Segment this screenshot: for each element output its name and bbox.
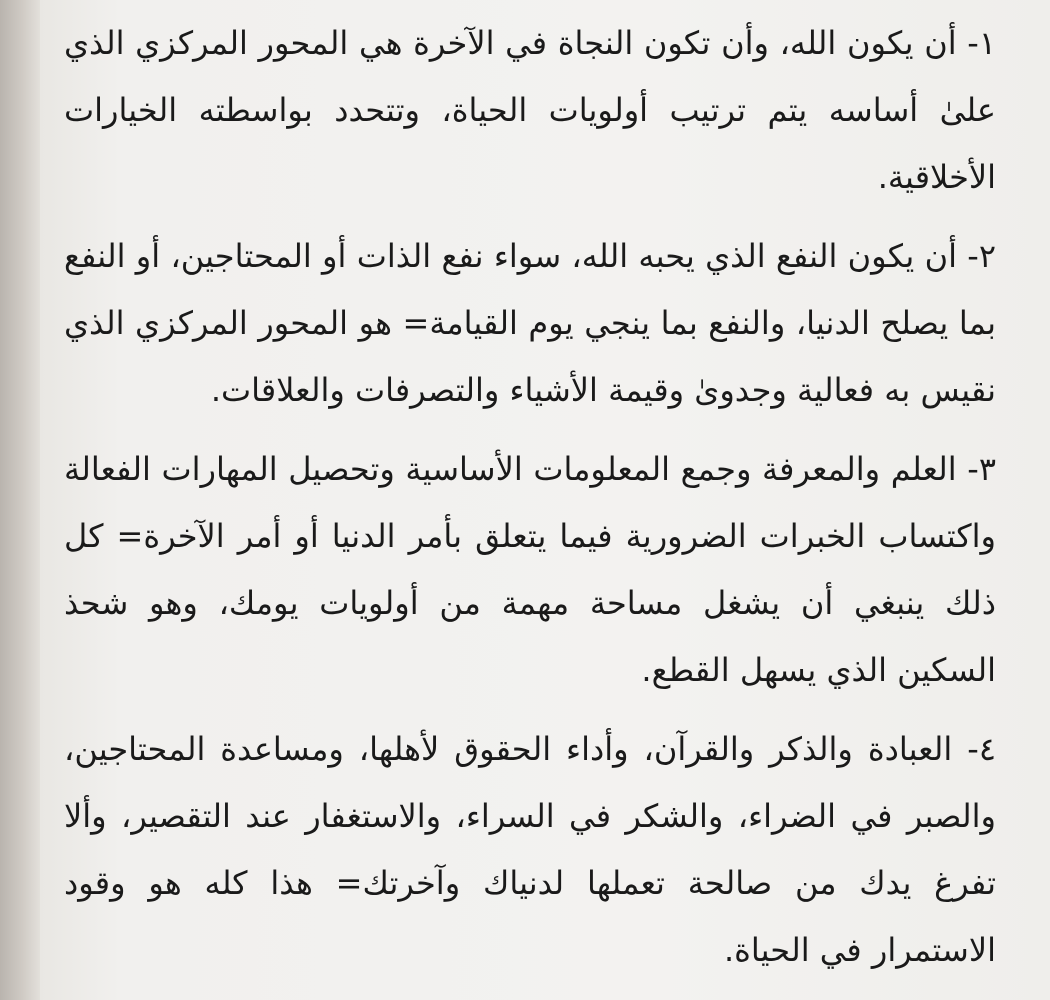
- paragraph-1: ١- أن يكون الله، وأن تكون النجاة في الآخرة هي المحور المركزي الذي علىٰ أساسه يتم ترتيب أولويات الحياة، وتتحدد بواسطته الخيارات الأخلاقية.: [64, 24, 996, 196]
- book-gutter: [0, 0, 40, 1000]
- paragraph-3: ٣- العلم والمعرفة وجمع المعلومات الأساسية وتحصيل المهارات الفعالة واكتساب الخبرات الضرورية فيما يتعلق بأمر الدنيا أو أمر الآخرة= كل ذلك ينبغي أن يشغل مساحة مهمة من أولويات يومك، وهو شحذ السكين الذي يسهل القطع.: [64, 450, 996, 689]
- paragraph-4: ٤- العبادة والذكر والقرآن، وأداء الحقوق لأهلها، ومساعدة المحتاجين، والصبر في الضراء، والشكر في السراء، والاستغفار عند التقصير، وألا تفرغ يدك من صالحة تعملها لدنياك وآخرتك= هذا كله هو وقود الاستمرار في الحياة.: [64, 730, 996, 969]
- book-page: [40, 0, 1050, 1000]
- paragraph-2: ٢- أن يكون النفع الذي يحبه الله، سواء نفع الذات أو المحتاجين، أو النفع بما يصلح الدنيا، والنفع بما ينجي يوم القيامة= هو المحور المركزي الذي نقيس به فعالية وجدوىٰ وقيمة الأشياء والتصرفات والعلاقات.: [64, 237, 996, 409]
- page-text: [64, 10, 996, 996]
